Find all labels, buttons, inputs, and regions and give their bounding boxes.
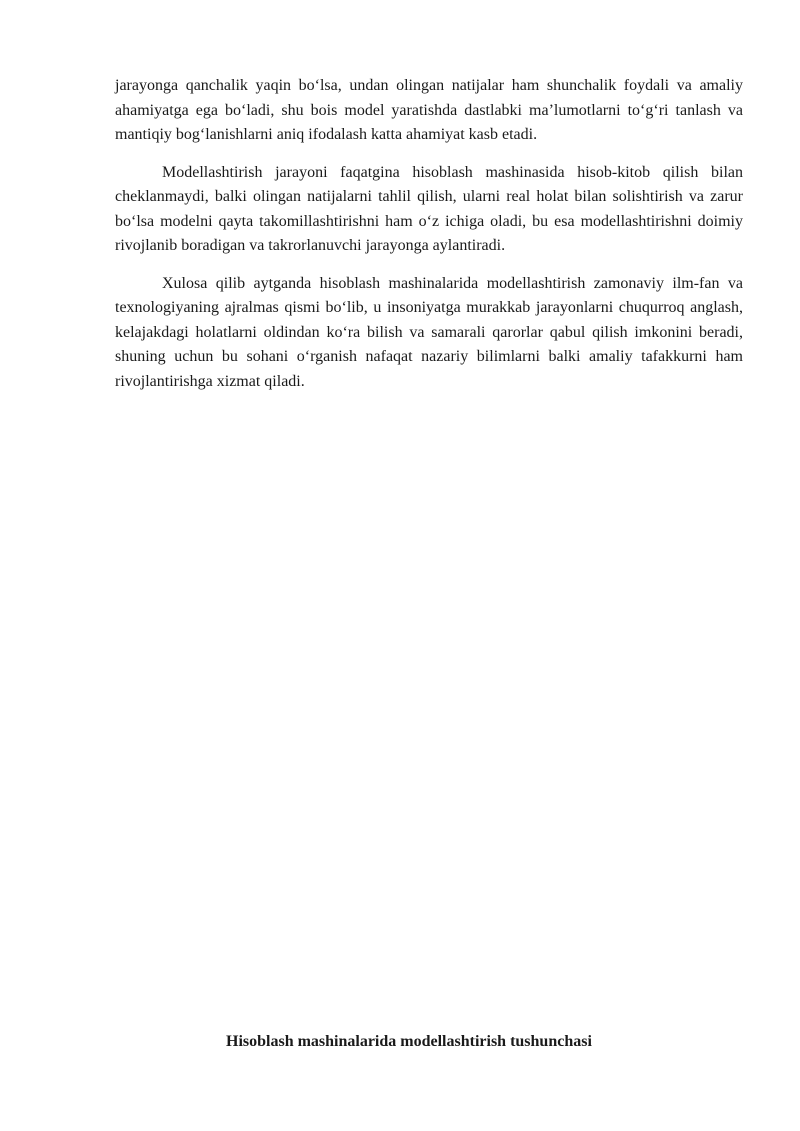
paragraph-conclusion: Xulosa qilib aytganda hisoblash mashinalarida modellashtirish zamonaviy ilm-fan va texnologiyaning ajralmas qismi bo‘lib, u insoniyatga murakkab jarayonlarni chuqurroq anglash, kelajakdagi holatlarni oldindan ko‘ra bilish va samarali qarorlar qabul qilish imkonini beradi, shuning uchun bu sohani o‘rganish nafaqat nazariy bilimlarni balki amaliy tafakkurni ham rivojlantirishga xizmat qiladi.	[115, 274, 743, 390]
paragraph-modelling-process: Modellashtirish jarayoni faqatgina hisoblash mashinasida hisob-kitob qilish bilan cheklanmaydi, balki olingan natijalarni tahlil qilish, ularni real holat bilan solishtirish va zarur bo‘lsa modelni qayta takomillashtirishni ham o‘z ichiga oladi, bu esa modellashtirishni doimiy rivojlanib boradigan va takrorlanuvchi jarayonga aylantiradi.	[115, 163, 743, 254]
paragraph-continuation: jarayonga qanchalik yaqin bo‘lsa, undan olingan natijalar ham shunchalik foydali va amaliy ahamiyatga ega bo‘ladi, shu bois model yaratishda dastlabki ma’lumotlarni to‘g‘ri tanlash va mantiqiy bog‘lanishlarni aniq ifodalash katta ahamiyat kasb etadi.	[115, 77, 743, 143]
body-text	[115, 74, 743, 407]
section-heading: Hisoblash mashinalarida modellashtirish tushunchasi	[226, 1033, 592, 1050]
